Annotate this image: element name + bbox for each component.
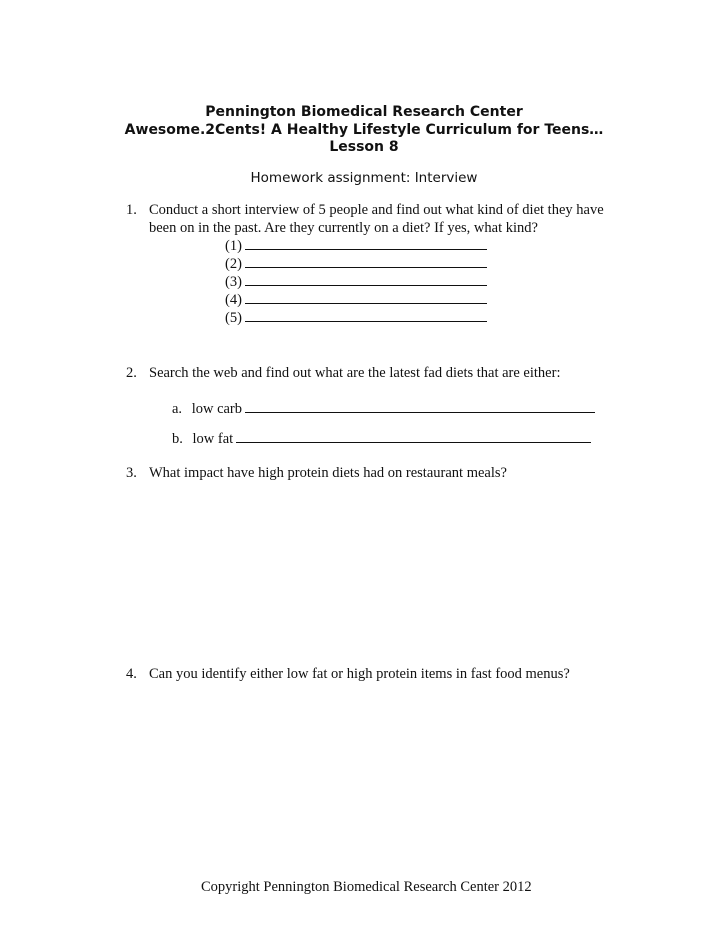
answer-blank-line[interactable] xyxy=(245,309,487,322)
answer-blank-line[interactable] xyxy=(236,430,591,443)
question-number: 2. xyxy=(126,365,137,381)
assignment-subtitle: Homework assignment: Interview xyxy=(250,170,478,186)
answer-blank-row[interactable] xyxy=(225,291,487,309)
question-text: Can you identify either low fat or high protein items in fast food menus? xyxy=(149,666,570,682)
question-text: What impact have high protein diets had on restaurant meals? xyxy=(149,465,507,481)
answer-blank-line[interactable] xyxy=(245,400,595,413)
answer-blank-line[interactable] xyxy=(245,273,487,286)
subitem-low-fat[interactable] xyxy=(172,430,591,448)
question-number: 4. xyxy=(126,666,137,682)
subitem-label: low carb xyxy=(191,401,243,417)
header-institution: Pennington Biomedical Research Center xyxy=(205,104,523,120)
answer-blank-row[interactable] xyxy=(225,273,487,291)
header-lesson: Lesson 8 xyxy=(329,139,399,155)
answer-blank-line[interactable] xyxy=(245,237,487,250)
question-number: 1. xyxy=(126,202,137,218)
blank-number: (2) xyxy=(225,256,242,272)
copyright-footer: Copyright Pennington Biomedical Research Center 2012 xyxy=(201,879,532,895)
blank-number: (3) xyxy=(225,274,242,290)
answer-blank-row[interactable] xyxy=(225,237,487,255)
answer-blank-line[interactable] xyxy=(245,291,487,304)
question-text-line-2: been on in the past. Are they currently on a diet? If yes, what kind? xyxy=(149,220,538,236)
question-text-line-1: Conduct a short interview of 5 people and find out what kind of diet they have xyxy=(149,202,604,218)
header-curriculum-title: Awesome.2Cents! A Healthy Lifestyle Curriculum for Teens… xyxy=(124,122,604,138)
blank-number: (1) xyxy=(225,238,242,254)
subitem-letter: b. xyxy=(172,431,183,447)
subitem-letter: a. xyxy=(172,401,183,417)
subitem-label: low fat xyxy=(192,431,234,447)
blank-number: (5) xyxy=(225,310,242,326)
subitem-low-carb[interactable] xyxy=(172,400,595,418)
question-text: Search the web and find out what are the latest fad diets that are either: xyxy=(149,365,561,381)
blank-number: (4) xyxy=(225,292,242,308)
answer-blank-row[interactable] xyxy=(225,255,487,273)
answer-blank-line[interactable] xyxy=(245,255,487,268)
answer-blank-row[interactable] xyxy=(225,309,487,327)
question-number: 3. xyxy=(126,465,137,481)
